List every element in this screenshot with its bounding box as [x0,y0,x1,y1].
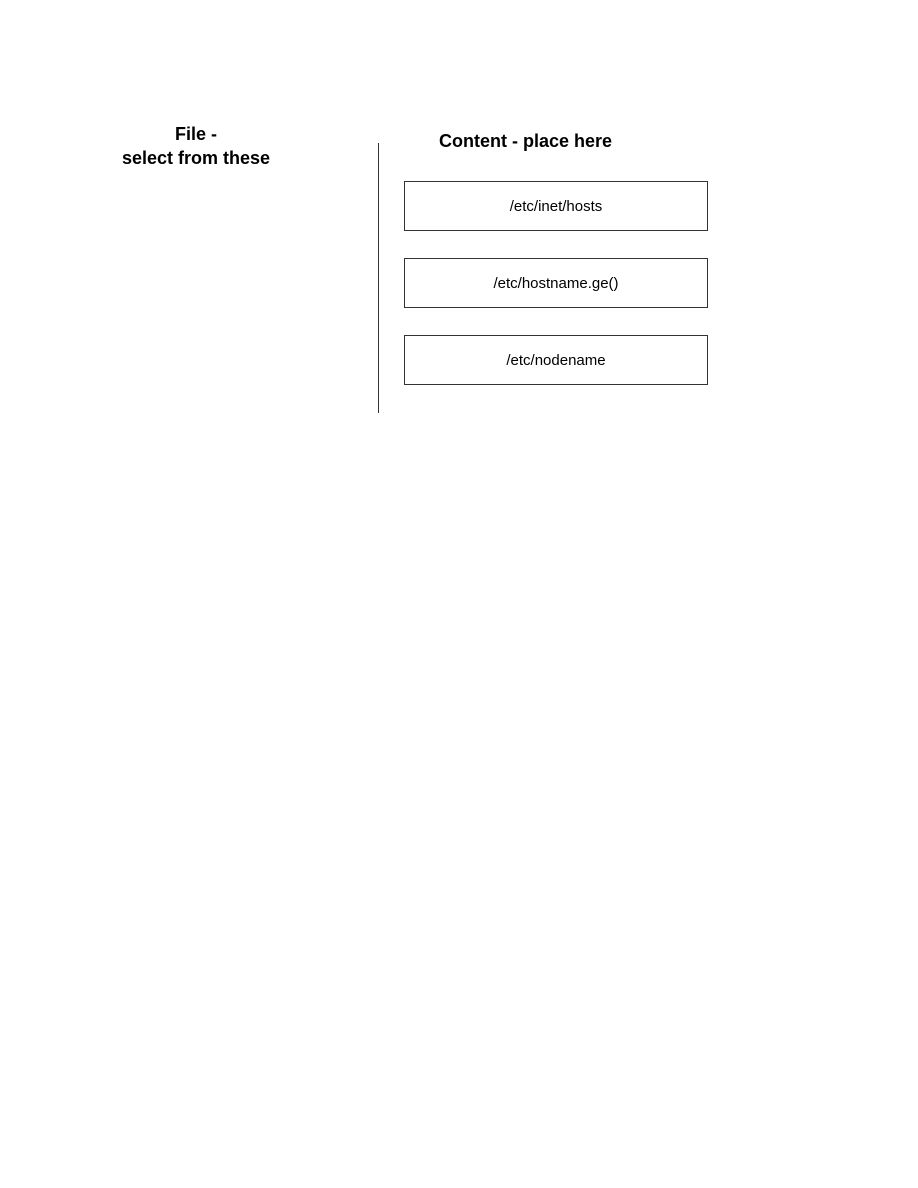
drop-slot-label: /etc/inet/hosts [509,197,603,215]
source-panel-heading [96,122,296,170]
column-divider [378,143,379,413]
drop-slot-2[interactable] [404,258,708,308]
drop-slot-3[interactable] [404,335,708,385]
source-heading-line1: File - [174,124,217,144]
drop-slot-label: /etc/nodename [506,351,606,369]
target-panel-heading: Content - place here [438,131,613,151]
source-heading-line2: select from these [121,148,271,168]
drop-slot-1[interactable] [404,181,708,231]
drop-slot-label: /etc/hostname.ge() [493,274,619,292]
